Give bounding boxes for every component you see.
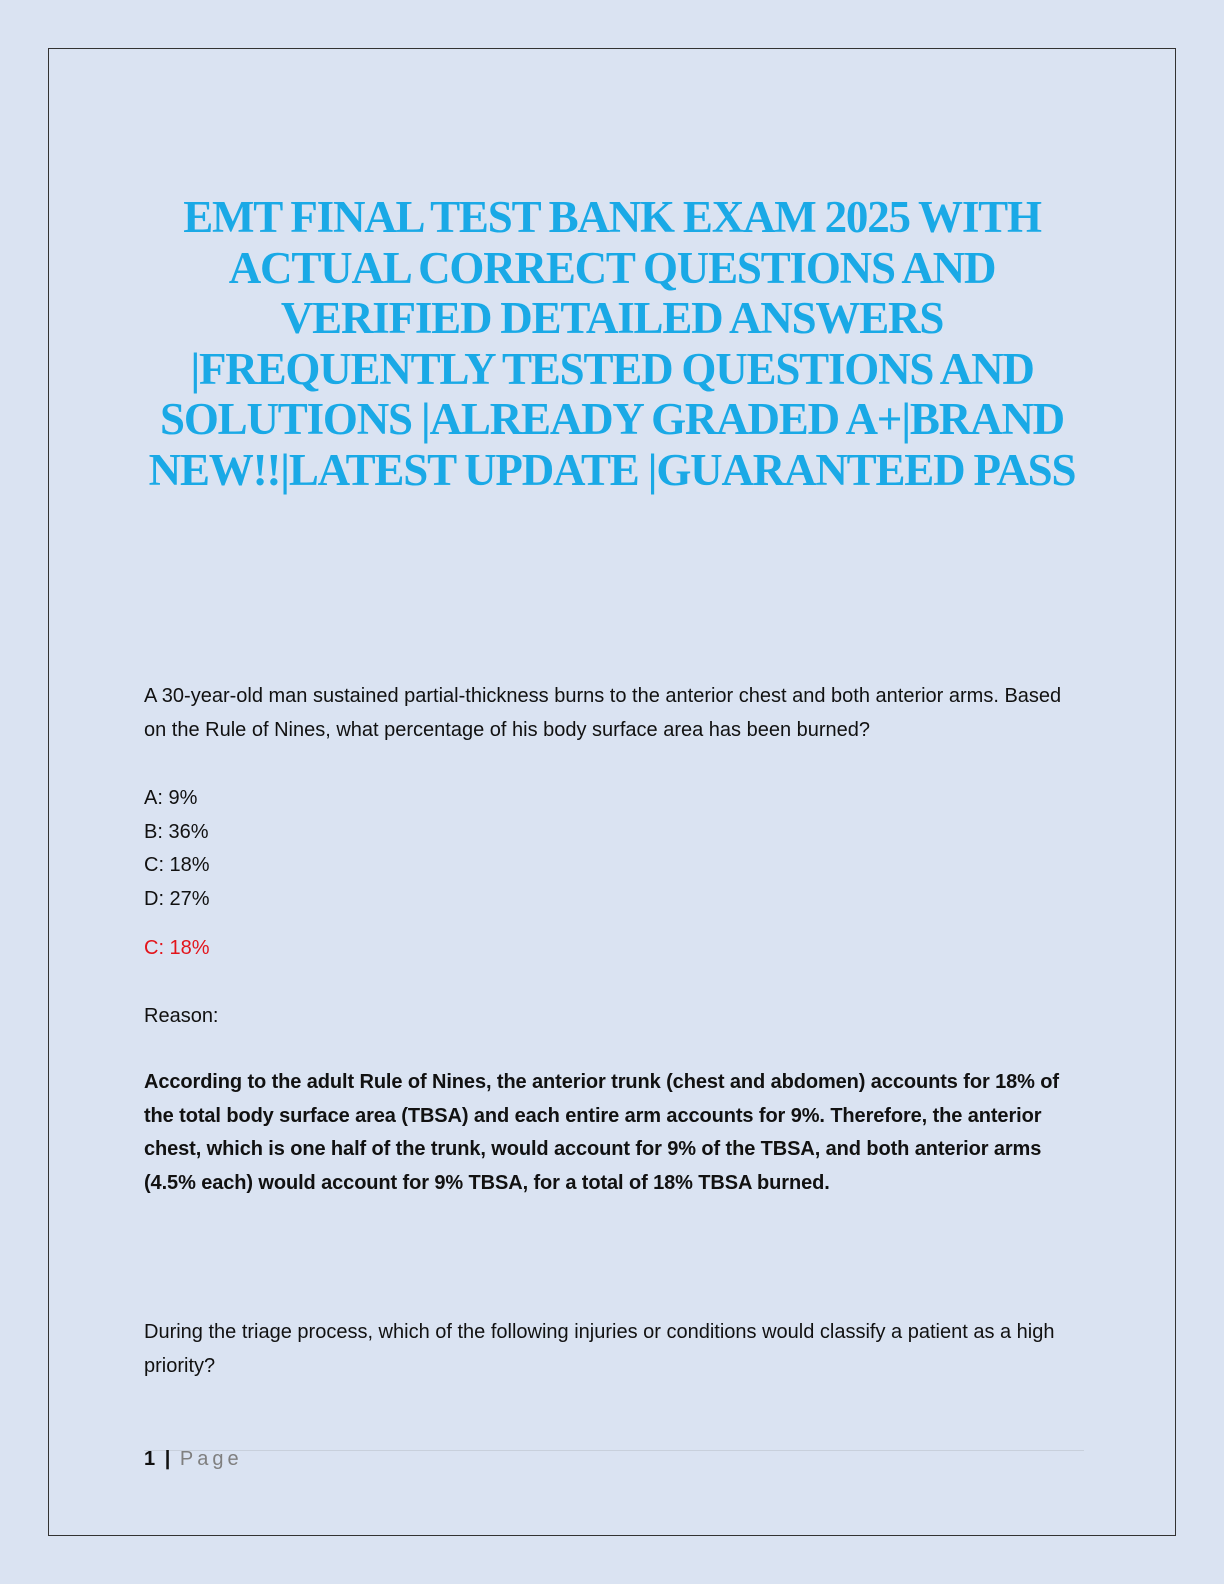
page-number: 1 [144, 1448, 156, 1470]
question-1-answer: C: 18% [144, 937, 210, 959]
question-1-reason: According to the adult Rule of Nines, the anterior trunk (chest and abdomen) accounts for 18% of the total body surface area (TBSA) and each entire arm accounts for 9%. Therefore, the anterior chest, which is one half of the trunk, would account for 9% of the TBSA, and both anterior arms (4.5% each) would account for 9% TBSA, for a total of 18% TBSA burned. [144, 1071, 1059, 1194]
option-b: B: 36% [144, 820, 209, 843]
footer-separator: | [164, 1448, 171, 1470]
option-c: C: 18% [144, 854, 210, 876]
option-d: D: 27% [144, 887, 210, 910]
question-1-text: A 30-year-old man sustained partial-thickness burns to the anterior chest and both anterior arms. Based on the Rule of Nines, what percentage of his body surface area has been burned? [144, 685, 1062, 741]
question-2-text: During the triage process, which of the following injuries or conditions would classify a patient as a high priority? [144, 1321, 1055, 1377]
question-1-options [144, 782, 544, 916]
page-label: Page [179, 1448, 243, 1470]
footer-divider [144, 1450, 1084, 1451]
option-a: A: 9% [144, 787, 198, 809]
reason-label: Reason: [144, 1005, 219, 1027]
page-footer [144, 1444, 243, 1474]
document-title: EMT FINAL TEST BANK EXAM 2025 WITH ACTUAL CORRECT QUESTIONS AND VERIFIED DETAILED ANSWERS |FREQUENTLY TESTED QUESTIONS AND SOLUTIONS |ALREADY GRADED A+|BRAND NEW!!|LATEST UPDATE |GUARANTEED PASS [148, 192, 1076, 495]
